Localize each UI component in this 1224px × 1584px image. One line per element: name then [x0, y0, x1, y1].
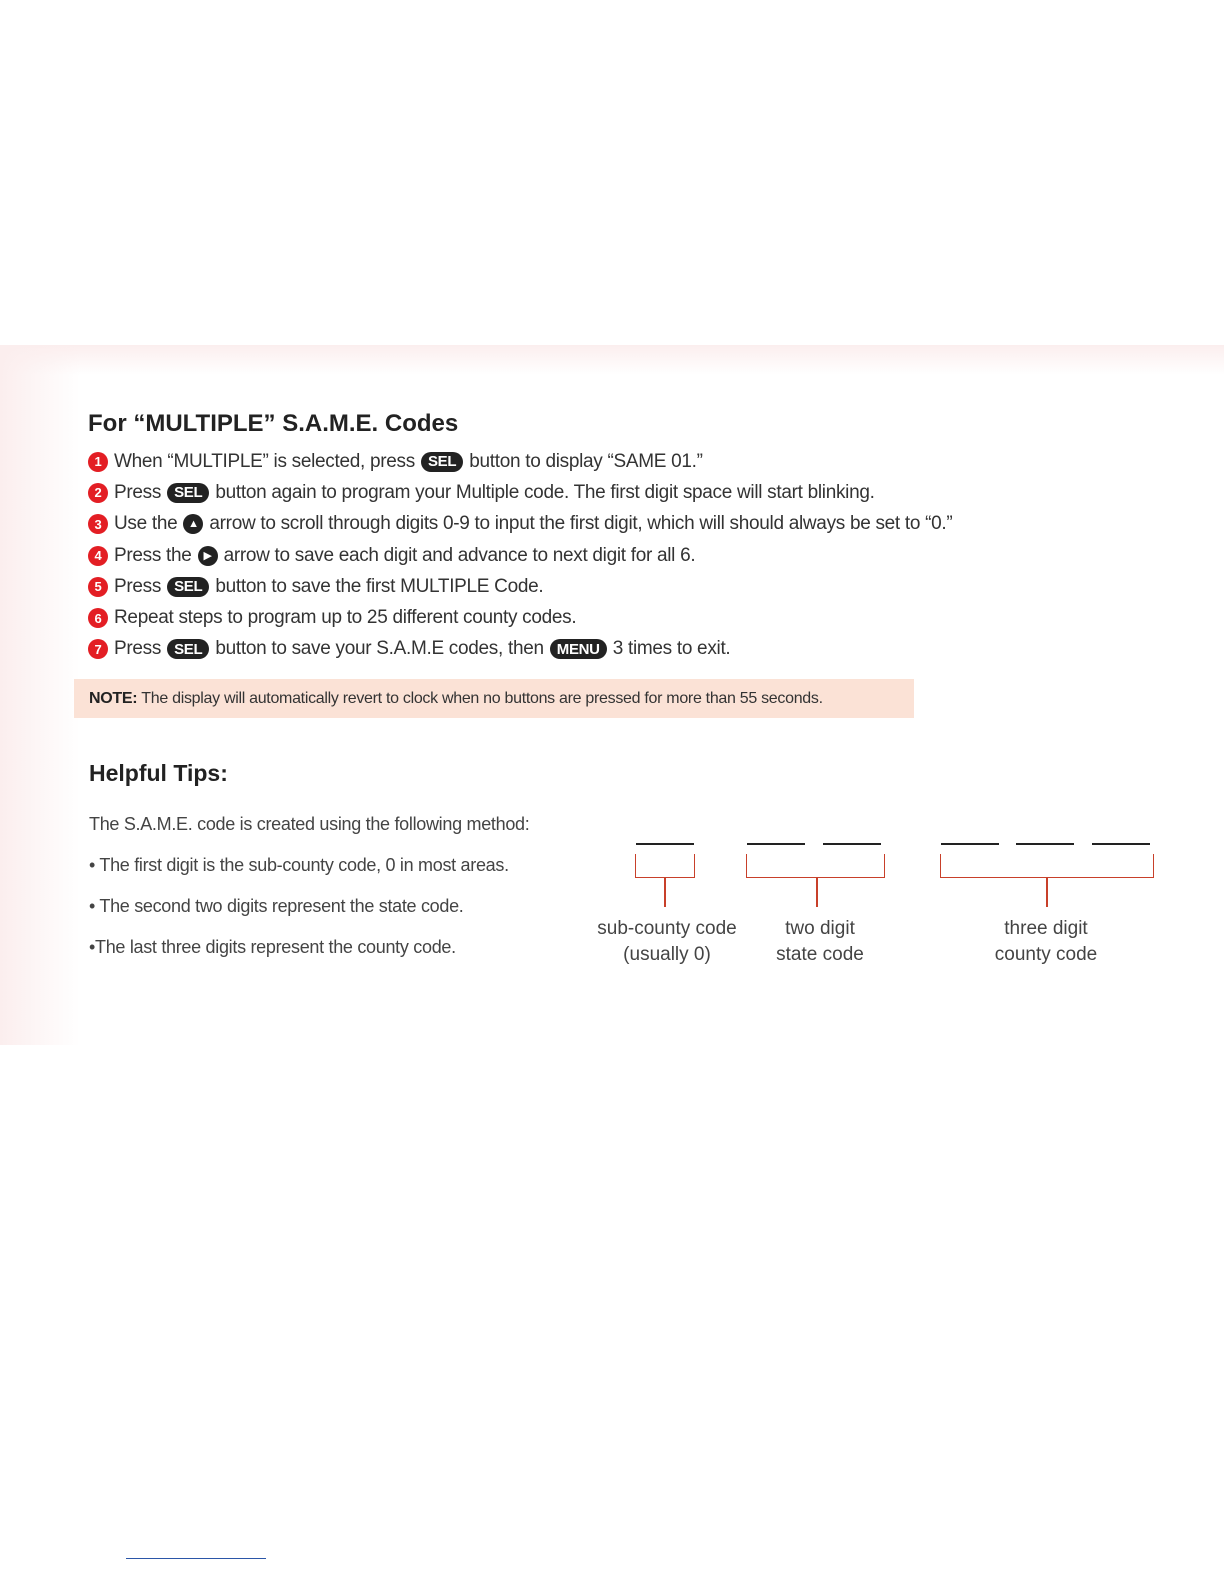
sub-county-label	[580, 916, 754, 968]
step-3-text-post: arrow to scroll through digits 0-9 to input the first digit, which will should always be set to “0.”	[209, 513, 953, 535]
step-6-text: Repeat steps to program up to 25 different county codes.	[114, 607, 577, 629]
tip-item: •The last three digits represent the county code.	[89, 937, 456, 957]
step-7-text-pre: Press	[114, 638, 162, 660]
step-number-1: 1	[88, 452, 108, 472]
step-7-text-post: 3 times to exit.	[612, 638, 731, 660]
step-7	[88, 634, 952, 665]
step-number-4: 4	[88, 546, 108, 566]
step-number-5: 5	[88, 577, 108, 597]
step-4-text-post: arrow to save each digit and advance to next digit for all 6.	[223, 544, 696, 566]
note-box	[74, 679, 914, 718]
sub-county-label-line1: sub-county code	[597, 918, 737, 939]
step-list	[88, 446, 952, 665]
menu-button-icon: MENU	[550, 639, 607, 659]
sel-button-icon: SEL	[421, 452, 463, 472]
tip-item: • The first digit is the sub-county code, 0 in most areas.	[89, 855, 509, 875]
step-5	[88, 571, 952, 602]
note-label: NOTE:	[89, 689, 138, 707]
step-number-6: 6	[88, 608, 108, 628]
sub-county-bracket	[635, 854, 695, 878]
state-bracket	[746, 854, 885, 878]
sub-county-label-line2: (usually 0)	[623, 944, 711, 965]
step-4-text-pre: Press the	[114, 544, 192, 566]
step-1-text-post: button to display “SAME 01.”	[469, 450, 703, 472]
county-label-line2: county code	[994, 944, 1098, 965]
right-arrow-icon: ▶	[198, 546, 218, 566]
section-title: For “MULTIPLE” S.A.M.E. Codes	[88, 410, 459, 437]
digit-slot	[941, 843, 999, 845]
sel-button-icon: SEL	[167, 639, 209, 659]
digit-slot	[823, 843, 881, 845]
step-1-text-pre: When “MULTIPLE” is selected, press	[114, 450, 415, 472]
step-number-7: 7	[88, 639, 108, 659]
step-5-text-pre: Press	[114, 575, 162, 597]
sel-button-icon: SEL	[167, 483, 209, 503]
step-5-text-post: button to save the first MULTIPLE Code.	[215, 575, 544, 597]
sub-county-bracket-stem	[664, 877, 666, 907]
footer-rule	[126, 1558, 266, 1559]
step-6	[88, 602, 952, 633]
left-edge-tint	[0, 345, 80, 1045]
state-label-line1: two digit	[785, 918, 855, 939]
tips-list	[89, 804, 529, 968]
sel-button-icon: SEL	[167, 577, 209, 597]
step-2-text-pre: Press	[114, 481, 162, 503]
step-3-text-pre: Use the	[114, 513, 178, 535]
step-7-text-mid: button to save your S.A.M.E codes, then	[215, 638, 544, 660]
same-code-diagram	[580, 830, 1180, 980]
top-tint-band	[0, 345, 1224, 375]
digit-slot	[636, 843, 694, 845]
state-label-line2: state code	[776, 944, 864, 965]
note-text: The display will automatically revert to clock when no buttons are pressed for more than 55 seconds.	[141, 689, 823, 707]
digit-slot	[1092, 843, 1150, 845]
digit-slot	[1016, 843, 1074, 845]
helpful-tips-title: Helpful Tips:	[89, 760, 228, 786]
tip-item: • The second two digits represent the state code.	[89, 896, 464, 916]
county-bracket-stem	[1046, 877, 1048, 907]
tips-intro: The S.A.M.E. code is created using the following method:	[89, 814, 530, 834]
state-bracket-stem	[816, 877, 818, 907]
step-4	[88, 540, 952, 571]
digit-slot	[747, 843, 805, 845]
step-number-3: 3	[88, 514, 108, 534]
county-label-line1: three digit	[1004, 918, 1088, 939]
step-2	[88, 477, 952, 508]
up-arrow-icon: ▲	[183, 514, 203, 534]
step-2-text-post: button again to program your Multiple code. The first digit space will start blinking.	[215, 481, 875, 503]
county-label	[966, 916, 1126, 968]
step-number-2: 2	[88, 483, 108, 503]
step-3	[88, 509, 952, 540]
step-1	[88, 446, 952, 477]
county-bracket	[940, 854, 1154, 878]
state-label	[750, 916, 890, 968]
